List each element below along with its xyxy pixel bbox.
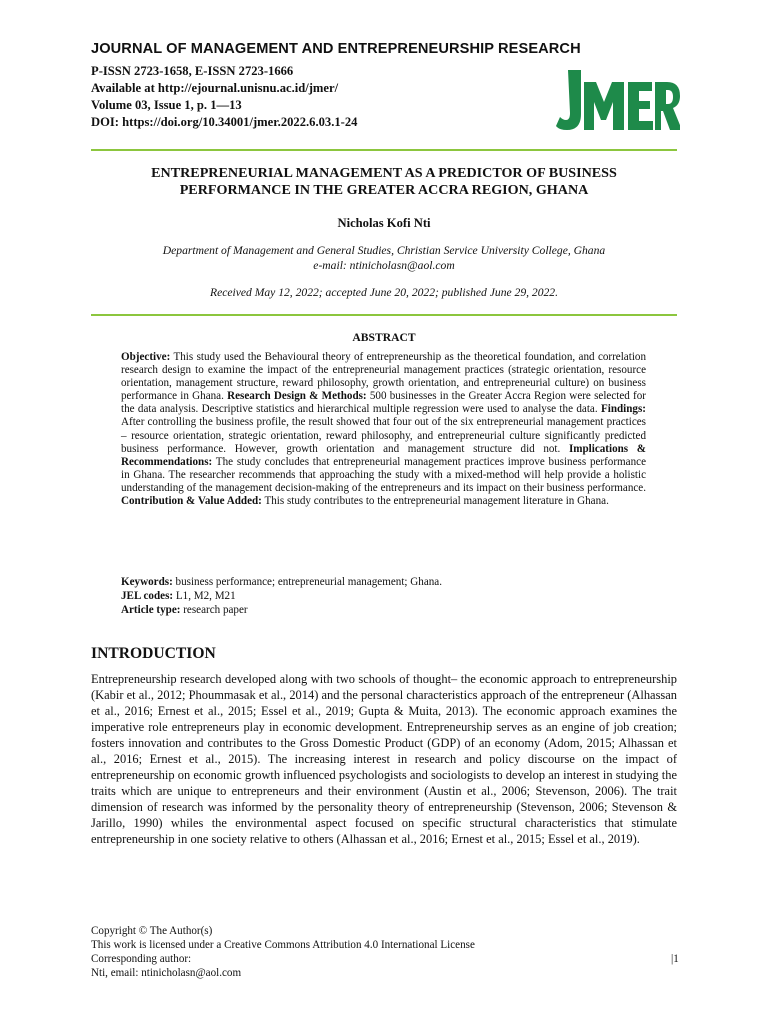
- article-type-label: Article type:: [121, 604, 181, 616]
- abstract-divider: [91, 314, 677, 316]
- introduction-body: Entrepreneurship research developed along with two schools of thought– the economic approach to entrepreneurship (Kabir et al., 2012; Phoummasak et al., 2014) and the personal characteristics approach of the entrepreneur (Alhassan et al., 2016; Ernest et al., 2015; Essel et al., 2019; Gupta & Muita, 2013). The economic approach examines the imperative role entrepreneurs play in economic development. Entrepreneurship serves as an engine of job creation; fosters innovation and contributes to the Gross Domestic Product (GDP) of an economy (Adom, 2015; Alhassan et al., 2016; Ernest et al., 2015). The increasing interest in research and policy discourse on the impact of entrepreneurship on economic growth influenced psychologists and sociologists to develop an interest in studying the traits which are unique to entrepreneurs and their environment (Austin et al., 2006; Stevenson, 2006). The trait dimension of research was informed by the personality theory of entrepreneurship (Stevenson, 2006; Stevenson & Jarillo, 1990) whiles the environmental aspect focused on specific structural characteristics that stimulate entrepreneurship in one society relative to others (Alhassan et al., 2016; Ernest et al., 2015; Essel et al., 2019).: [91, 672, 677, 846]
- implications-text: The study concludes that entrepreneurial management practices improve business performance in Ghana. The researcher recommends that approaching the study with a mixed-method will help provide a holistic understanding of the management decision-making of the entrepreneurs and its impact on their business performance.: [121, 455, 646, 494]
- contribution-label: Contribution & Value Added:: [121, 495, 262, 508]
- footer-contact: Nti, email: ntinicholasn@aol.com: [91, 967, 242, 979]
- article-title: [91, 165, 677, 199]
- issn: P-ISSN 2723-1658, E-ISSN 2723-1666: [91, 64, 294, 78]
- journal-url: Available at http://ejournal.unisnu.ac.id/jmer/: [91, 81, 339, 95]
- footer-copyright: Copyright © The Author(s): [91, 925, 213, 937]
- objective-label: Objective:: [121, 351, 171, 363]
- article-type: [121, 604, 646, 618]
- jmer-logo: [556, 60, 680, 138]
- contribution-text: This study contributes to the entrepreneurial management literature in Ghana.: [261, 495, 609, 508]
- keywords-text: business performance; entrepreneurial management; Ghana.: [172, 576, 442, 588]
- implications-label: Implications & Recommendations:: [121, 442, 646, 468]
- abstract-heading: ABSTRACT: [352, 331, 416, 344]
- footer-license: This work is licensed under a Creative Commons Attribution 4.0 International License: [91, 939, 475, 951]
- introduction-heading: INTRODUCTION: [91, 645, 216, 662]
- doi: DOI: https://doi.org/10.34001/jmer.2022.6.03.1-24: [91, 115, 358, 129]
- article-type-text: research paper: [180, 604, 248, 616]
- header-divider: [91, 149, 677, 151]
- publication-dates: Received May 12, 2022; accepted June 20, 2022; published June 29, 2022.: [209, 286, 559, 299]
- author-name: Nicholas Kofi Nti: [337, 216, 431, 230]
- footer-corresponding: Corresponding author:: [91, 953, 192, 965]
- page-number: |1: [671, 953, 679, 965]
- affiliation: Department of Management and General Studies, Christian Service University College, Ghana: [162, 244, 606, 257]
- objective-text: This study used the Behavioural theory of entrepreneurship as the theoretical foundation, and correlation research design to examine the impact of the entrepreneurial management practices (strategic orientation, resource orientation, management structure, reward philosophy, growth orientation, and entrepreneurial culture) on business performance in Ghana.: [121, 351, 646, 403]
- design-label: Research Design & Methods:: [227, 390, 367, 403]
- jel-codes: [121, 590, 646, 604]
- jel-label: JEL codes:: [121, 590, 174, 602]
- article-title-line-2: PERFORMANCE IN THE GREATER ACCRA REGION, GHANA: [179, 182, 589, 198]
- volume-issue: Volume 03, Issue 1, p. 1—13: [91, 98, 242, 112]
- keywords-label: Keywords:: [121, 576, 173, 588]
- keywords: [121, 576, 646, 590]
- journal-name: JOURNAL OF MANAGEMENT AND ENTREPRENEURSHIP RESEARCH: [91, 41, 581, 57]
- affiliation-block: [91, 243, 677, 273]
- abstract-body: [121, 351, 646, 508]
- author-email: e-mail: ntinicholasn@aol.com: [313, 259, 455, 272]
- findings-text: After controlling the business profile, the result showed that four out of the six entrepreneurial management practices – resource orientation, strategic orientation, reward philosophy, and entrepreneurial culture significantly predicted business performance. However, growth orientation and management structure did not.: [121, 416, 646, 455]
- findings-label: Findings:: [600, 403, 646, 416]
- article-title-line-1: ENTREPRENEURIAL MANAGEMENT AS A PREDICTOR OF BUSINESS: [151, 165, 617, 181]
- jel-text: L1, M2, M21: [173, 590, 236, 602]
- design-text: 500 businesses in the Greater Accra Region were selected for the data analysis. Descriptive statistics and hierarchical multiple regression were used to analyse the data.: [121, 390, 646, 416]
